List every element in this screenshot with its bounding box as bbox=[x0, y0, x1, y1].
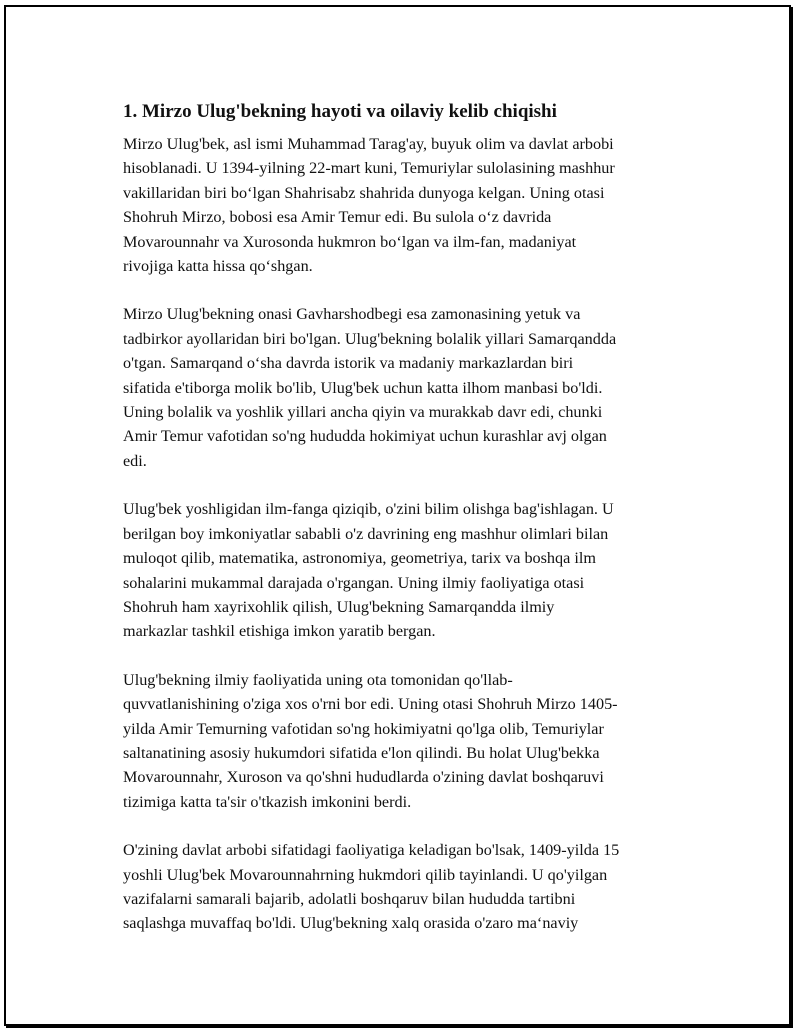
paragraph-line: tizimiga katta ta'sir o'tkazish imkonini berdi. bbox=[123, 792, 412, 811]
paragraph-4 bbox=[123, 668, 693, 814]
paragraph-line: rivojiga katta hissa qo‘shgan. bbox=[123, 257, 313, 276]
paragraph-line: markazlar tashkil etishiga imkon yaratib bergan. bbox=[123, 622, 436, 641]
paragraph-2 bbox=[123, 302, 693, 473]
paragraph-3 bbox=[123, 497, 693, 643]
paragraph-line: O'zining davlat arbobi sifatidagi faoliyatiga keladigan bo'lsak, 1409-yilda 15 bbox=[123, 841, 620, 860]
paragraph-line: hisoblanadi. U 1394-yilning 22-mart kuni, Temuriylar sulolasining mashhur bbox=[123, 159, 615, 178]
paragraph-line: o'tgan. Samarqand o‘sha davrda istorik va madaniy markazlardan biri bbox=[123, 354, 574, 373]
paragraph-line: Ulug'bekning ilmiy faoliyatida uning ota tomonidan qo'llab- bbox=[123, 670, 513, 689]
paragraph-1 bbox=[123, 132, 693, 278]
paragraph-line: sohalarini mukammal darajada o'rgangan. Uning ilmiy faoliyatiga otasi bbox=[123, 573, 585, 592]
section-heading: 1. Mirzo Ulug'bekning hayoti va oilaviy kelib chiqishi bbox=[123, 101, 557, 122]
paragraph-line: vazifalarni samarali bajarib, adolatli boshqaruv bilan hududda tartibni bbox=[123, 889, 576, 908]
paragraph-line: muloqot qilib, matematika, astronomiya, geometriya, tarix va boshqa ilm bbox=[123, 549, 596, 568]
paragraph-line: tadbirkor ayollaridan biri bo'lgan. Ulug'bekning bolalik yillari Samarqandda bbox=[123, 329, 617, 348]
page-frame bbox=[4, 5, 791, 1026]
paragraph-line: Shohruh Mirzo, bobosi esa Amir Temur edi. Bu sulola o‘z davrida bbox=[123, 208, 552, 227]
paragraph-line: yilda Amir Temurning vafotidan so'ng hokimiyatni qo'lga olib, Temuriylar bbox=[123, 719, 604, 738]
paragraph-line: saltanatining asosiy hukumdori sifatida e'lon qilindi. Bu holat Ulug'bekka bbox=[123, 743, 600, 762]
paragraph-line: Mirzo Ulug'bek, asl ismi Muhammad Tarag'ay, buyuk olim va davlat arbobi bbox=[123, 135, 614, 153]
paragraph-line: vakillaridan biri bo‘lgan Shahrisabz shahrida dunyoga kelgan. Uning otasi bbox=[123, 183, 605, 202]
paragraph-5 bbox=[123, 838, 693, 936]
paragraph-line: Movarounnahr va Xurosonda hukmron bo‘lgan va ilm-fan, madaniyat bbox=[123, 232, 577, 251]
paragraph-line: quvvatlanishining o'ziga xos o'rni bor edi. Uning otasi Shohruh Mirzo 1405- bbox=[123, 695, 618, 714]
paragraph-line: Shohruh ham xayrixohlik qilish, Ulug'bekning Samarqandda ilmiy bbox=[123, 597, 555, 616]
paragraph-line: berilgan boy imkoniyatlar sababli o'z davrining eng mashhur olimlari bilan bbox=[123, 524, 609, 543]
paragraph-line: sifatida e'tiborga molik bo'lib, Ulug'bek uchun katta ilhom manbasi bo'ldi. bbox=[123, 378, 603, 397]
paragraph-line: yoshli Ulug'bek Movarounnahrning hukmdori qilib tayinlandi. U qo'yilgan bbox=[123, 865, 608, 884]
paragraph-line: Uning bolalik va yoshlik yillari ancha qiyin va murakkab davr edi, chunki bbox=[123, 403, 603, 422]
paragraph-line: edi. bbox=[123, 451, 147, 470]
paragraph-line: Mirzo Ulug'bekning onasi Gavharshodbegi esa zamonasining yetuk va bbox=[123, 305, 581, 324]
paragraph-line: Ulug'bek yoshligidan ilm-fanga qiziqib, o'zini bilim olishga bag'ishlagan. U bbox=[123, 500, 614, 519]
paragraph-line: Amir Temur vafotidan so'ng hududda hokimiyat uchun kurashlar avj olgan bbox=[123, 427, 607, 446]
document-body bbox=[123, 98, 693, 960]
paragraph-line: saqlashga muvaffaq bo'ldi. Ulug'bekning xalq orasida o'zaro ma‘naviy bbox=[123, 914, 579, 933]
paragraph-line: Movarounnahr, Xuroson va qo'shni hududlarda o'zining davlat boshqaruvi bbox=[123, 768, 604, 787]
